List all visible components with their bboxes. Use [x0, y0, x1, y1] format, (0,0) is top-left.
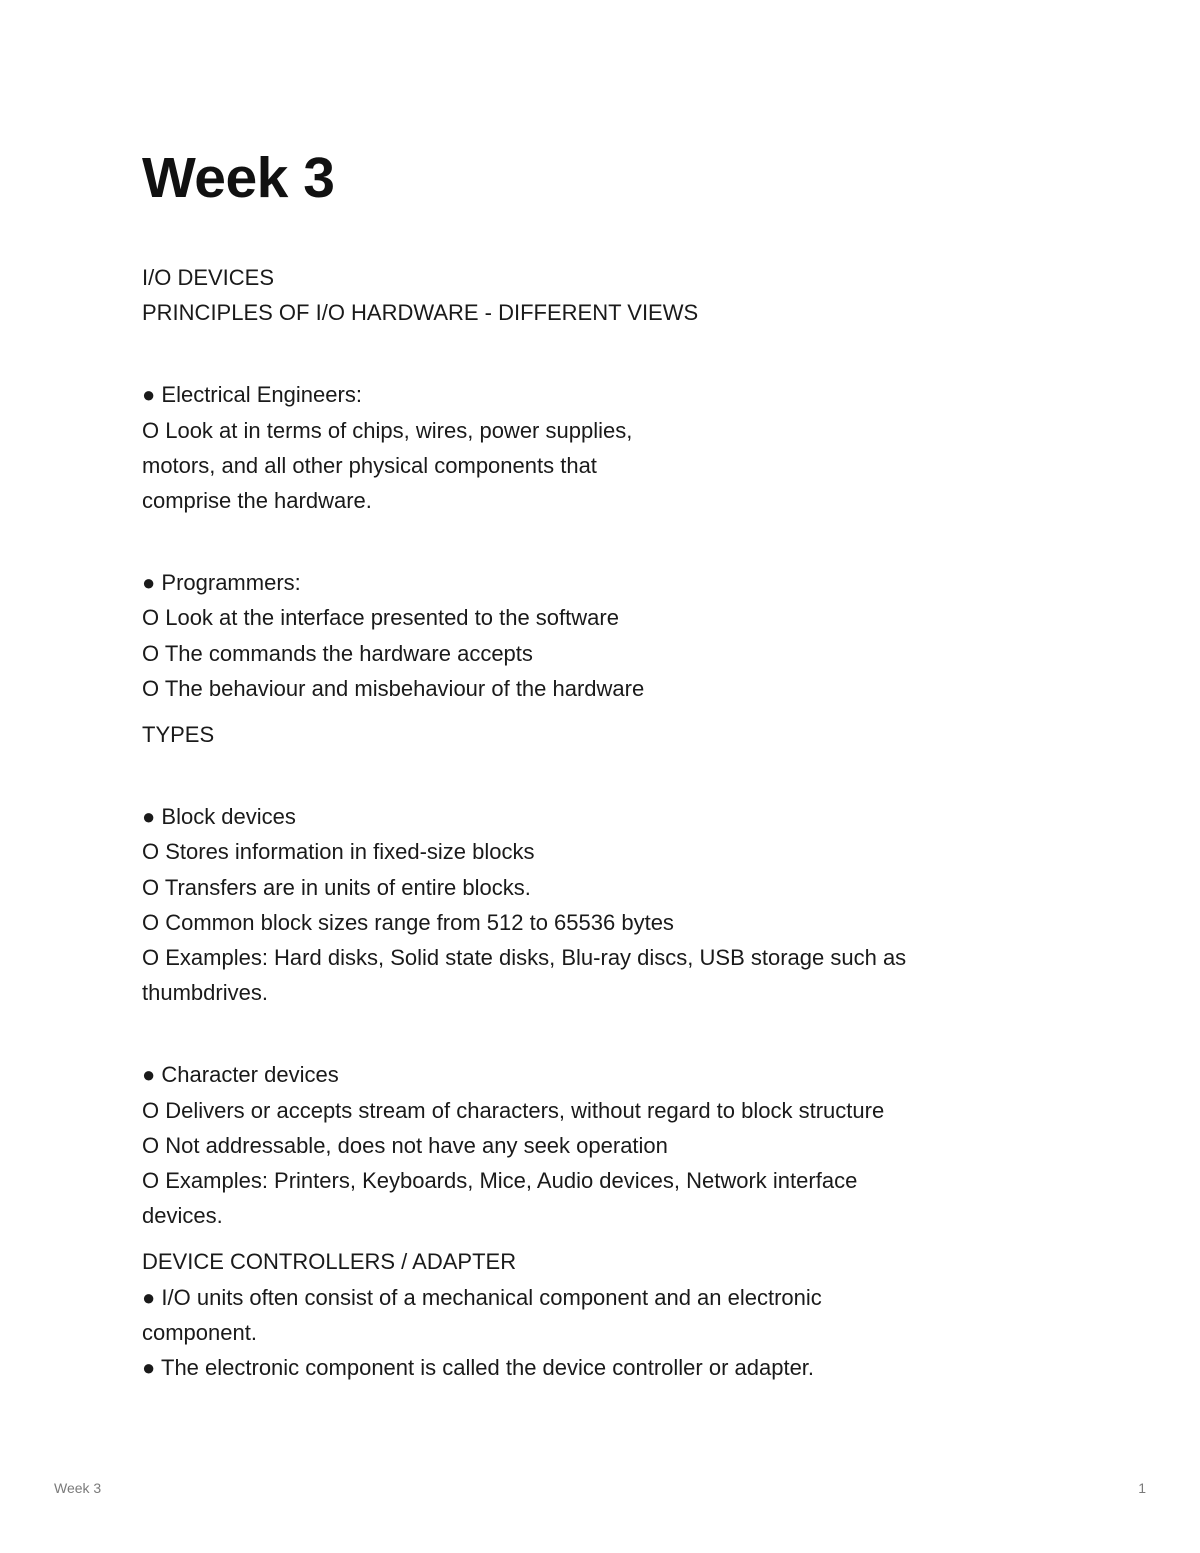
- sub-bullet-item: O Delivers or accepts stream of characters, without regard to block structure: [142, 1097, 885, 1123]
- bullet-item: ● Electrical Engineers:: [142, 382, 362, 408]
- text-line: motors, and all other physical components that: [142, 452, 597, 478]
- section-heading: I/O DEVICES: [142, 265, 275, 290]
- document-body: [142, 260, 1042, 1385]
- page-title: Week 3: [142, 146, 335, 210]
- footer-page-number: 1: [1138, 1480, 1146, 1496]
- section-heading: DEVICE CONTROLLERS / ADAPTER: [142, 1249, 517, 1275]
- footer-document-title: Week 3: [54, 1480, 102, 1496]
- sub-bullet-item: O Transfers are in units of entire blocks.: [142, 874, 531, 900]
- sub-bullet-item: O Examples: Hard disks, Solid state disks, Blu-ray discs, USB storage such as: [142, 945, 907, 971]
- text-line: comprise the hardware.: [142, 488, 372, 514]
- text-line: component.: [142, 1319, 257, 1345]
- bullet-item: ● Block devices: [142, 804, 296, 830]
- sub-bullet-item: O Look at the interface presented to the software: [142, 605, 619, 631]
- sub-bullet-item: O Common block sizes range from 512 to 65536 bytes: [142, 909, 674, 935]
- bullet-item: ● The electronic component is called the device controller or adapter.: [142, 1355, 815, 1381]
- subsection-heading: PRINCIPLES OF I/O HARDWARE - DIFFERENT VIEWS: [142, 300, 699, 326]
- text-line: thumbdrives.: [142, 980, 268, 1006]
- sub-bullet-item: O Examples: Printers, Keyboards, Mice, Audio devices, Network interface: [142, 1168, 858, 1194]
- bullet-item: ● Programmers:: [142, 570, 301, 596]
- bullet-item: ● I/O units often consist of a mechanical component and an electronic: [142, 1284, 822, 1310]
- section-heading: TYPES: [142, 722, 215, 748]
- sub-bullet-item: O Look at in terms of chips, wires, power supplies,: [142, 417, 633, 443]
- sub-bullet-item: O Stores information in fixed-size blocks: [142, 839, 535, 865]
- bullet-item: ● Character devices: [142, 1062, 339, 1088]
- sub-bullet-item: O The behaviour and misbehaviour of the hardware: [142, 675, 645, 701]
- text-line: devices.: [142, 1203, 223, 1229]
- sub-bullet-item: O The commands the hardware accepts: [142, 640, 533, 666]
- sub-bullet-item: O Not addressable, does not have any seek operation: [142, 1132, 668, 1158]
